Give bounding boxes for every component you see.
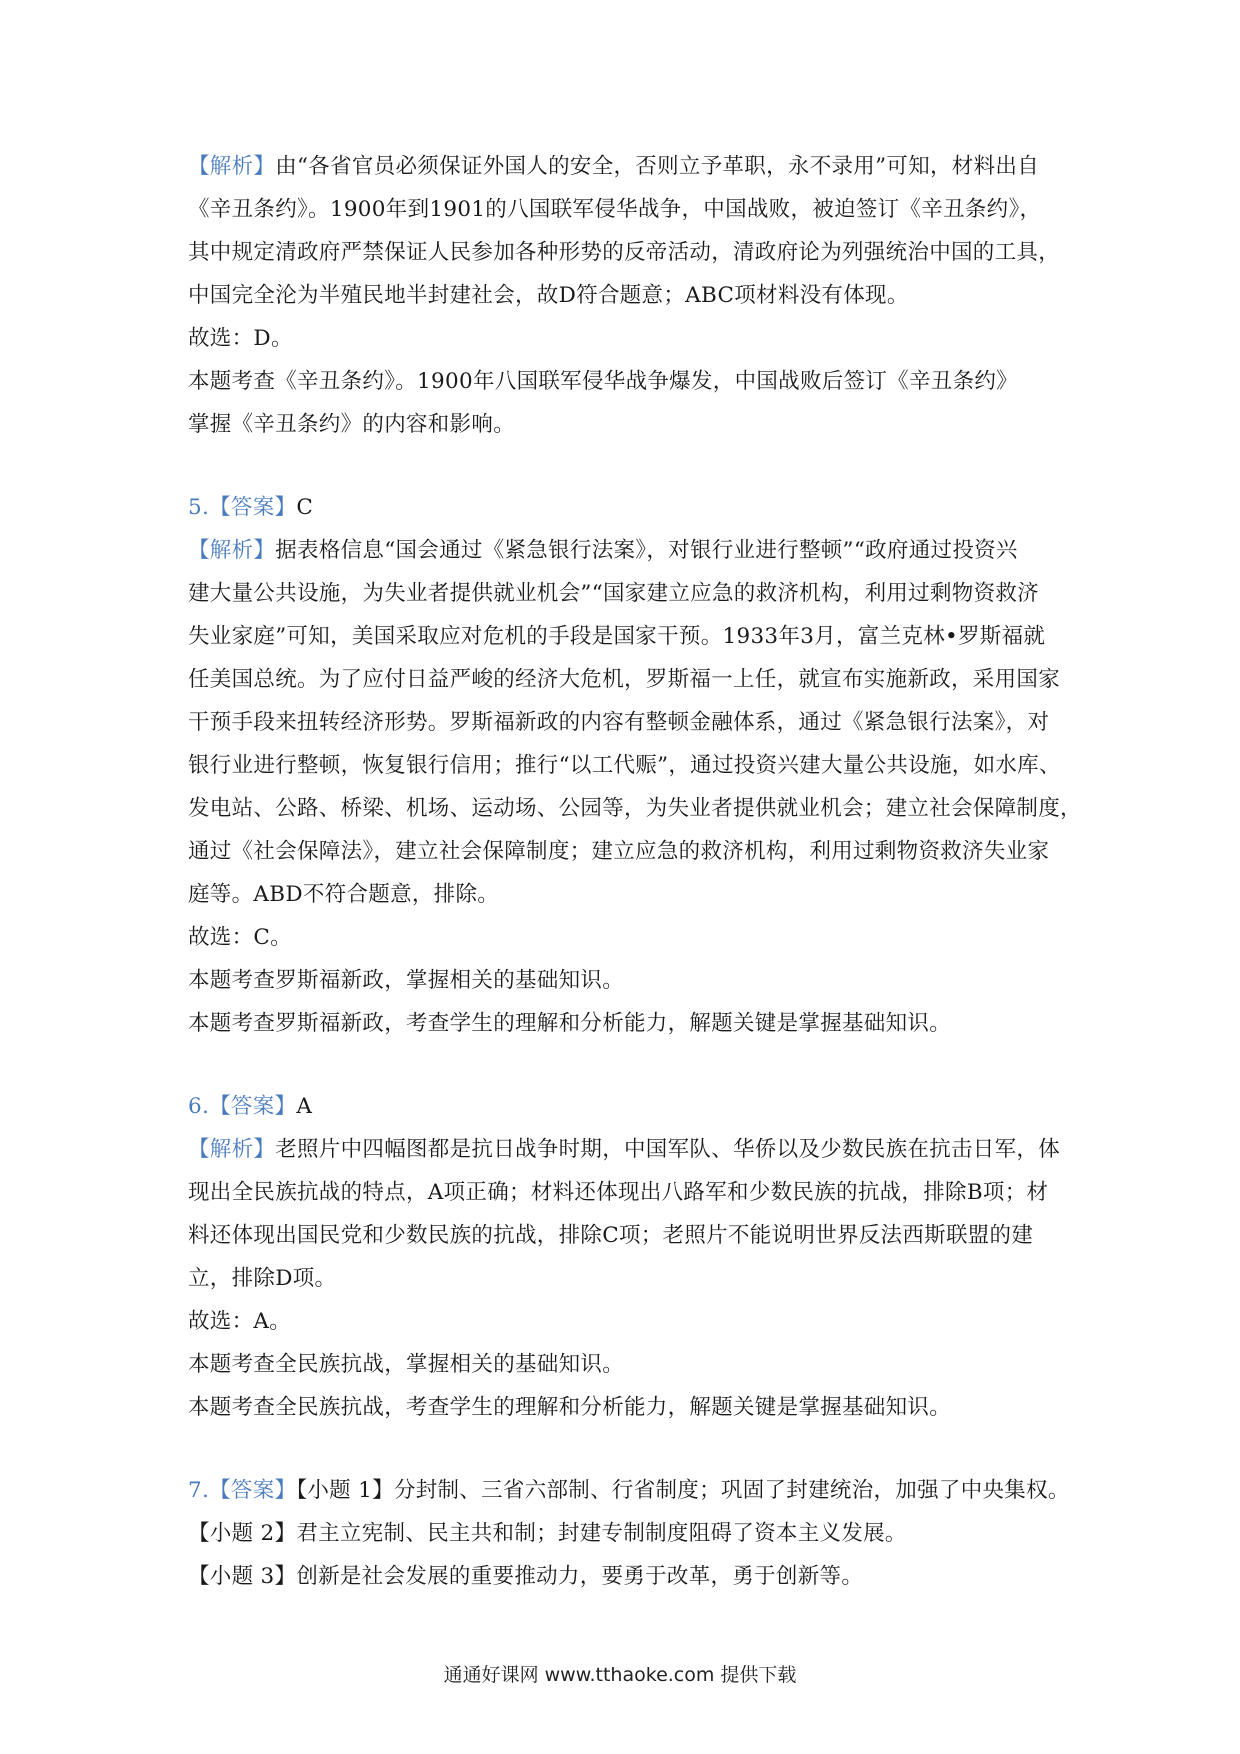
- subquestion-text: 君主立宪制、民主共和制；封建专制制度阻碍了资本主义发展。: [296, 1521, 907, 1546]
- spacer: [188, 1429, 1068, 1469]
- note-line: 本题考查《辛丑条约》。1900年八国联军侵华战争爆发，中国战败后签订《辛丑条约》: [188, 369, 1018, 394]
- document-body: [188, 145, 1082, 1598]
- analysis-line: 庭等。ABD不符合题意，排除。: [188, 882, 500, 907]
- analysis-line: 其中规定清政府严禁保证人民参加各种形势的反帝活动，清政府论为列强统治中国的工具，: [188, 240, 1061, 265]
- answer-line: [188, 486, 1068, 529]
- subquestion-label: 【小题 1】: [296, 1478, 394, 1503]
- subquestion-label: 【小题 3】: [188, 1564, 297, 1589]
- q4-explanation: [188, 145, 1068, 446]
- analysis-line: 料还体现出国民党和少数民族的抗战，排除C项；老照片不能说明世界反法西斯联盟的建: [188, 1223, 1034, 1248]
- page-footer: 通通好课网 www.tthaoke.com 提供下载: [443, 1664, 797, 1686]
- analysis-label: 【解析】: [188, 154, 276, 179]
- analysis-line: 银行业进行整顿，恢复银行信用；推行“以工代赈”，通过投资兴建大量公共设施，如水库、: [188, 753, 1061, 778]
- analysis-line: 发电站、公路、桥梁、机场、运动场、公园等，为失业者提供就业机会；建立社会保障制度，: [188, 796, 1082, 821]
- analysis-line: 建大量公共设施，为失业者提供就业机会”“国家建立应急的救济机构，利用过剩物资救济: [188, 581, 1039, 606]
- note-line: 本题考查全民族抗战，掌握相关的基础知识。: [188, 1352, 625, 1377]
- choice-line: 故选：C。: [188, 925, 292, 950]
- answer-line: [188, 1469, 1068, 1512]
- q7-block: [188, 1469, 1068, 1598]
- note-line: 本题考查罗斯福新政，考查学生的理解和分析能力，解题关键是掌握基础知识。: [188, 1011, 952, 1036]
- analysis-line: 立，排除D项。: [188, 1266, 337, 1291]
- note-line: 掌握《辛丑条约》的内容和影响。: [188, 412, 516, 437]
- analysis-text: 由“各省官员必须保证外国人的安全，否则立予革职，永不录用”可知，材料出自: [275, 154, 1039, 179]
- subquestion-label: 【小题 2】: [188, 1521, 297, 1546]
- question-number: 7.: [188, 1478, 210, 1503]
- question-number: 5.: [188, 495, 210, 520]
- subquestion-text: 创新是社会发展的重要推动力，要勇于改革，勇于创新等。: [296, 1564, 864, 1589]
- spacer: [188, 446, 1068, 486]
- subquestion-text: 分封制、三省六部制、行省制度；巩固了封建统治，加强了中央集权。: [393, 1478, 1070, 1503]
- question-number: 6.: [188, 1094, 210, 1119]
- answer-label: 【答案】: [209, 1094, 297, 1119]
- analysis-line: 失业家庭”可知，美国采取应对危机的手段是国家干预。1933年3月，富兰克林•罗斯福就: [188, 624, 1046, 649]
- analysis-text: 据表格信息“国会通过《紧急银行法案》，对银行业进行整顿”“政府通过投资兴: [275, 538, 1018, 563]
- choice-line: 故选：A。: [188, 1309, 292, 1334]
- analysis-line: 干预手段来扭转经济形势。罗斯福新政的内容有整顿金融体系，通过《紧急银行法案》，对: [188, 710, 1050, 735]
- analysis-text: 老照片中四幅图都是抗日战争时期，中国军队、华侨以及少数民族在抗击日军，体: [275, 1137, 1061, 1162]
- note-line: 本题考查全民族抗战，考查学生的理解和分析能力，解题关键是掌握基础知识。: [188, 1395, 952, 1420]
- answer-label: 【答案】: [209, 1478, 297, 1503]
- q6-block: [188, 1085, 1068, 1429]
- analysis-line: 现出全民族抗战的特点，A项正确；材料还体现出八路军和少数民族的抗战，排除B项；材: [188, 1180, 1049, 1205]
- analysis-line: [188, 529, 1068, 572]
- analysis-line: [188, 1128, 1068, 1171]
- choice-line: 故选：D。: [188, 326, 293, 351]
- note-line: 本题考查罗斯福新政，掌握相关的基础知识。: [188, 968, 625, 993]
- analysis-label: 【解析】: [188, 538, 276, 563]
- spacer: [188, 1045, 1068, 1085]
- analysis-line: 通过《社会保障法》，建立社会保障制度；建立应急的救济机构，利用过剩物资救济失业家: [188, 839, 1050, 864]
- analysis-line: 任美国总统。为了应付日益严峻的经济大危机，罗斯福一上任，就宣布实施新政，采用国家: [188, 667, 1061, 692]
- answer-value: C: [296, 495, 314, 520]
- analysis-label: 【解析】: [188, 1137, 276, 1162]
- analysis-line: [188, 145, 1068, 188]
- answer-value: A: [296, 1094, 313, 1119]
- answer-label: 【答案】: [209, 495, 297, 520]
- subquestion-line: [188, 1512, 1068, 1555]
- subquestion-line: [188, 1555, 1068, 1598]
- analysis-line: 《辛丑条约》。1900年到1901的八国联军侵华战争，中国战败，被迫签订《辛丑条约》，: [188, 197, 1042, 222]
- analysis-line: 中国完全沦为半殖民地半封建社会，故D符合题意；ABC项材料没有体现。: [188, 283, 909, 308]
- q5-block: [188, 486, 1082, 1045]
- answer-line: [188, 1085, 1068, 1128]
